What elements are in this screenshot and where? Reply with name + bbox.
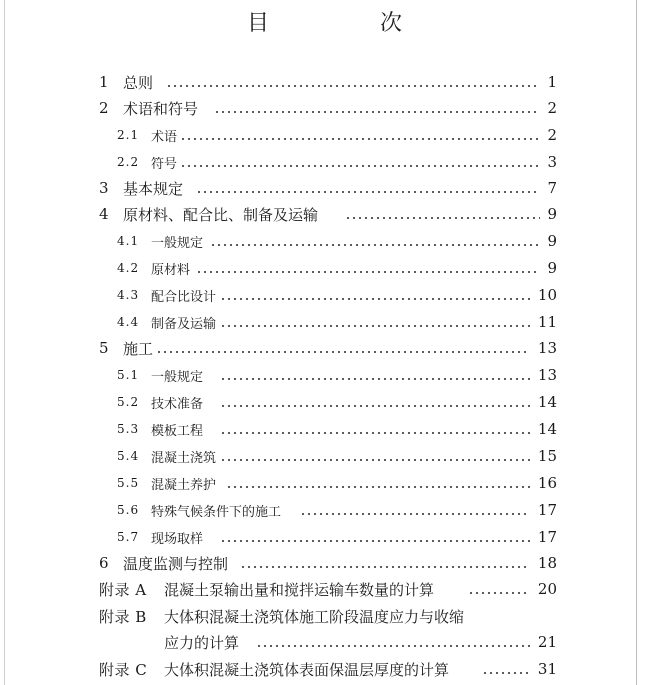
dot-leader	[220, 540, 530, 542]
toc-entry-4-1[interactable]	[0, 229, 649, 253]
toc-entry-label: 符号	[151, 156, 178, 172]
toc-entry-page: 18	[537, 554, 557, 572]
toc-entry-5-6[interactable]	[0, 498, 649, 522]
dot-leader	[180, 165, 540, 167]
page-title: 目 次	[247, 11, 454, 36]
dot-leader	[220, 432, 530, 434]
toc-entry-label: 模板工程	[151, 423, 204, 439]
toc-entry-5[interactable]	[0, 336, 649, 360]
toc-entry-page: 21	[537, 633, 557, 651]
toc-entry-number: 5.3	[117, 422, 140, 436]
toc-entry-number: 4.3	[117, 288, 140, 302]
toc-entry-number: 5.1	[117, 368, 140, 382]
toc-entry-label: 现场取样	[151, 531, 204, 547]
toc-entry-appendix-c[interactable]	[0, 657, 649, 681]
toc-entry-label: 大体积混凝土浇筑体施工阶段温度应力与收缩	[164, 607, 465, 626]
toc-entry-number: 5.6	[117, 503, 140, 517]
toc-entry-page: 7	[547, 179, 557, 197]
toc-entry-page: 11	[537, 313, 557, 331]
toc-entry-page: 17	[537, 528, 557, 546]
toc-entry-number: 4	[99, 205, 109, 223]
toc-entry-label: 基本规定	[123, 179, 184, 198]
dot-leader	[482, 672, 530, 674]
dot-leader	[166, 85, 540, 87]
dot-leader	[156, 351, 530, 353]
toc-entry-label: 总则	[123, 73, 154, 92]
dot-leader	[210, 244, 540, 246]
toc-entry-5-3[interactable]	[0, 417, 649, 441]
toc-entry-number: 1	[99, 73, 109, 91]
dot-leader	[196, 271, 540, 273]
dot-leader	[214, 111, 540, 113]
toc-entry-page: 1	[547, 73, 557, 91]
toc-entry-label: 术语	[151, 129, 178, 145]
toc-entry-label: 温度监测与控制	[123, 554, 229, 573]
dot-leader	[300, 513, 530, 515]
toc-entry-page: 14	[537, 420, 557, 438]
dot-leader	[196, 191, 540, 193]
toc-entry-number: 5.2	[117, 395, 140, 409]
toc-entry-appendix-a[interactable]	[0, 577, 649, 601]
toc-entry-number: 6	[99, 554, 109, 572]
toc-entry-label: 制备及运输	[151, 316, 217, 332]
toc-entry-label: 术语和符号	[123, 99, 199, 118]
toc-entry-page: 3	[547, 153, 557, 171]
toc-entry-label: 技术准备	[151, 396, 204, 412]
toc-entry-page: 9	[547, 259, 557, 277]
toc-entry-number: 4.4	[117, 315, 140, 329]
toc-entry-5-2[interactable]	[0, 390, 649, 414]
toc-entry-label: 应力的计算	[164, 633, 240, 652]
dot-leader	[220, 325, 530, 327]
toc-entry-page: 2	[547, 99, 557, 117]
toc-entry-label: 配合比设计	[151, 289, 217, 305]
toc-entry-label: 混凝土泵输出量和搅拌运输车数量的计算	[164, 580, 435, 599]
toc-entry-4-4[interactable]	[0, 310, 649, 334]
toc-entry-number: 5.7	[117, 530, 140, 544]
dot-leader	[240, 566, 530, 568]
toc-entry-5-4[interactable]	[0, 444, 649, 468]
dot-leader	[220, 378, 530, 380]
toc-entry-page: 14	[537, 393, 557, 411]
dot-leader	[345, 217, 540, 219]
toc-entry-page: 31	[537, 660, 557, 678]
toc-entry-5-1[interactable]	[0, 363, 649, 387]
toc-entry-label: 一般规定	[151, 235, 204, 251]
toc-entry-number: 2.1	[117, 128, 140, 142]
toc-entry-label: 原材料	[151, 262, 191, 278]
toc-entry-label: 施工	[123, 339, 154, 358]
toc-entry-number: 附录 B	[99, 607, 147, 626]
toc-entry-page: 9	[547, 205, 557, 223]
toc-entry-appendix-b-continued[interactable]	[0, 630, 649, 654]
toc-entry-number: 附录 C	[99, 660, 148, 679]
dot-leader	[226, 486, 530, 488]
toc-entry-label: 原材料、配合比、制备及运输	[123, 205, 319, 224]
toc-entry-2-1[interactable]	[0, 123, 649, 147]
toc-entry-6[interactable]	[0, 551, 649, 575]
toc-entry-page: 13	[537, 366, 557, 384]
dot-leader	[220, 298, 530, 300]
toc-entry-number: 4.2	[117, 261, 140, 275]
toc-entry-5-5[interactable]	[0, 471, 649, 495]
toc-entry-number: 4.1	[117, 234, 140, 248]
toc-entry-page: 2	[547, 126, 557, 144]
toc-entry-2[interactable]	[0, 96, 649, 120]
toc-entry-1[interactable]	[0, 70, 649, 94]
toc-entry-3[interactable]	[0, 176, 649, 200]
toc-entry-label: 特殊气候条件下的施工	[151, 504, 282, 520]
dot-leader	[180, 138, 540, 140]
toc-entry-page: 13	[537, 339, 557, 357]
toc-entry-4[interactable]	[0, 202, 649, 226]
toc-entry-page: 16	[537, 474, 557, 492]
toc-entry-4-2[interactable]	[0, 256, 649, 280]
toc-entry-4-3[interactable]	[0, 283, 649, 307]
toc-entry-number: 5	[99, 339, 109, 357]
dot-leader	[220, 459, 530, 461]
toc-entry-number: 5.5	[117, 476, 140, 490]
dot-leader	[220, 405, 530, 407]
toc-entry-page: 9	[547, 232, 557, 250]
toc-entry-label: 混凝土浇筑	[151, 450, 217, 466]
toc-entry-page: 17	[537, 501, 557, 519]
toc-entry-number: 2	[99, 99, 109, 117]
toc-entry-number: 附录 A	[99, 580, 147, 599]
toc-entry-label: 大体积混凝土浇筑体表面保温层厚度的计算	[164, 660, 450, 679]
toc-entry-5-7[interactable]	[0, 525, 649, 549]
dot-leader	[468, 592, 530, 594]
toc-entry-2-2[interactable]	[0, 150, 649, 174]
toc-entry-appendix-b[interactable]	[0, 604, 649, 628]
toc-entry-number: 2.2	[117, 155, 140, 169]
dot-leader	[256, 645, 530, 647]
toc-entry-page: 20	[537, 580, 557, 598]
toc-entry-number: 5.4	[117, 449, 140, 463]
toc-entry-page: 15	[537, 447, 557, 465]
toc-entry-label: 一般规定	[151, 369, 204, 385]
toc-entry-page: 10	[537, 286, 557, 304]
toc-entry-label: 混凝土养护	[151, 477, 217, 493]
toc-entry-number: 3	[99, 179, 109, 197]
